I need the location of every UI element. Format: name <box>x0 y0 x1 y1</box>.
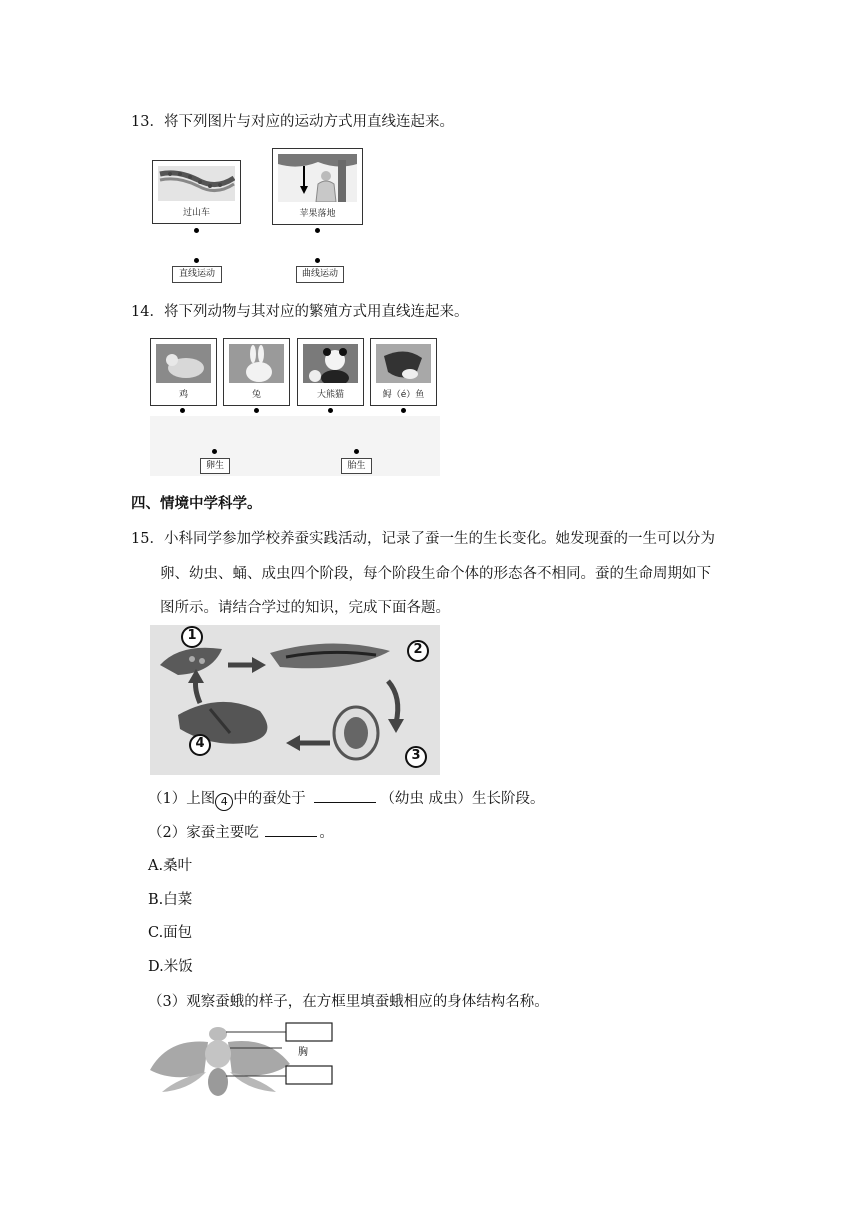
card-caption: 过山车 <box>182 208 210 218</box>
reproduction-label: 卵生 <box>200 458 230 474</box>
answer-blank[interactable] <box>265 822 317 837</box>
card-caption: 兔 <box>251 390 261 400</box>
card-panda <box>297 338 364 406</box>
sub2-suffix: 。 <box>319 825 334 841</box>
connect-dot[interactable] <box>328 408 333 413</box>
rabbit-image <box>229 344 284 383</box>
card-chicken <box>150 338 217 406</box>
stage-number: 2 <box>413 642 423 657</box>
card-caption: 苹果落地 <box>299 209 336 219</box>
connect-dot[interactable] <box>180 408 185 413</box>
section-title: 四、情境中学科学。 <box>131 495 262 512</box>
card-apple-fall <box>272 148 363 225</box>
connect-dot[interactable] <box>194 258 199 263</box>
stage-number: 3 <box>411 748 421 763</box>
connect-dot[interactable] <box>194 228 199 233</box>
connect-dot[interactable] <box>315 228 320 233</box>
card-sturgeon <box>370 338 437 406</box>
faded-background <box>150 416 440 476</box>
q15-sub3: （3）观察蚕蛾的样子，在方框里填蚕蛾相应的身体结构名称。 <box>148 994 549 1010</box>
card-caption: 大熊猫 <box>316 390 344 400</box>
connect-dot[interactable] <box>254 408 259 413</box>
sub1-prefix: （1）上图 <box>148 791 216 807</box>
answer-blank[interactable] <box>314 788 376 803</box>
circled-number: 4 <box>215 793 233 811</box>
q15-line-2: 卵、幼虫、蛹、成虫四个阶段，每个阶段生命个体的形态各不相同。蚕的生命周期如下 <box>160 566 711 582</box>
connect-dot[interactable] <box>401 408 406 413</box>
connect-dot[interactable] <box>315 258 320 263</box>
reproduction-label: 胎生 <box>341 458 372 474</box>
stage-number: 1 <box>187 628 197 643</box>
silkworm-lifecycle-figure <box>150 625 440 775</box>
card-caption: 鸡 <box>178 390 188 400</box>
option-b[interactable]: B.白菜 <box>148 892 193 908</box>
panda-image <box>303 344 358 383</box>
q15-line-3: 图所示。请结合学过的知识，完成下面各题。 <box>160 600 450 616</box>
q15-sub1 <box>148 788 544 811</box>
sub1-middle: 中的蚕处于 <box>233 791 306 807</box>
stage-number: 4 <box>195 736 205 751</box>
sturgeon-image <box>376 344 431 383</box>
card-rabbit <box>223 338 290 406</box>
answer-box-abdomen[interactable] <box>286 1066 332 1084</box>
roller-coaster-image <box>158 166 235 201</box>
chicken-image <box>156 344 211 383</box>
option-a[interactable]: A.桑叶 <box>148 858 193 874</box>
option-d[interactable]: D.米饭 <box>148 959 193 975</box>
answer-box-head[interactable] <box>286 1023 332 1041</box>
card-roller-coaster <box>152 160 241 224</box>
sub1-tail: （幼虫 成虫）生长阶段。 <box>380 791 545 807</box>
connect-dot[interactable] <box>212 449 217 454</box>
q15-line-1: 15．小科同学参加学校养蚕实践活动，记录了蚕一生的生长变化。她发现蚕的一生可以分为 <box>131 531 715 547</box>
moth-part-label: 胸 <box>298 1047 308 1058</box>
q13-text: 13．将下列图片与对应的运动方式用直线连起来。 <box>131 114 454 130</box>
sub2-prefix: （2）家蚕主要吃 <box>148 825 259 841</box>
motion-label: 曲线运动 <box>296 266 344 283</box>
option-c[interactable]: C.面包 <box>148 925 193 941</box>
card-caption: 鲟（é）鱼 <box>382 390 425 400</box>
q15-sub2 <box>148 822 334 843</box>
apple-fall-image <box>278 154 357 202</box>
q14-text: 14．将下列动物与其对应的繁殖方式用直线连起来。 <box>131 304 469 320</box>
connect-dot[interactable] <box>354 449 359 454</box>
motion-label: 直线运动 <box>172 266 222 283</box>
